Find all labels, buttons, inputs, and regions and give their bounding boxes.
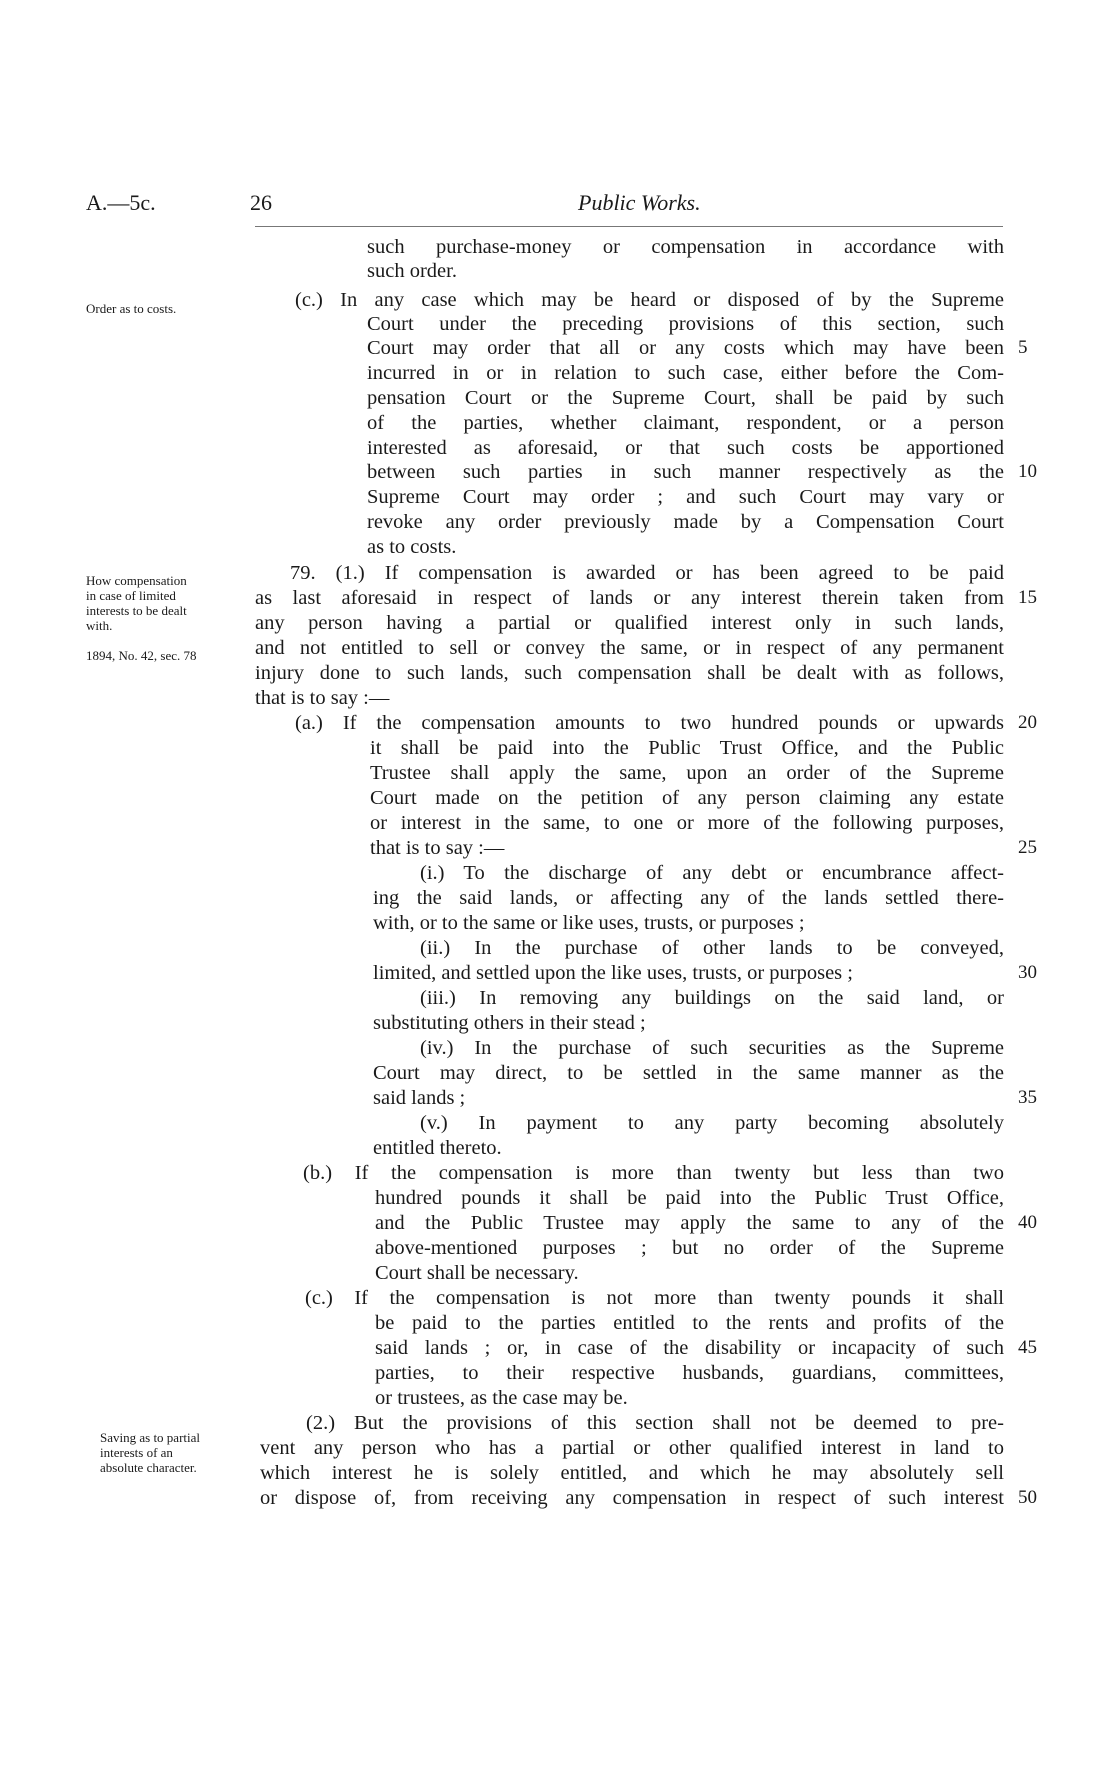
body-line: (ii.) In the purchase of other lands to be conveyed, [420,937,1004,959]
margin-note-line: How compensation [86,573,187,588]
body-line: Supreme Court may order ; and such Court may vary or [367,486,1004,508]
margin-note-limited-interests [86,573,187,633]
document-reference: A.—5c. [86,190,156,215]
body-line: entitled thereto. [373,1137,502,1159]
body-line: which interest he is solely entitled, and which he may absolutely sell [260,1462,1004,1484]
body-line: ing the said lands, or affecting any of the lands settled there- [373,887,1004,909]
body-line: and not entitled to sell or convey the same, or in respect of any permanent [255,637,1004,659]
body-line: that is to say :— [255,687,390,709]
body-line: vent any person who has a partial or other qualified interest in land to [260,1437,1004,1459]
body-line: such order. [367,260,457,282]
body-line: limited, and settled upon the like uses, trusts, or purposes ; [373,962,853,984]
margin-note-line: absolute character. [100,1460,197,1475]
body-line: be paid to the parties entitled to the rents and profits of the [375,1312,1004,1334]
body-line: (2.) But the provisions of this section shall not be deemed to pre- [306,1412,1004,1434]
body-line: of the parties, whether claimant, respondent, or a person [367,412,1004,434]
margin-note-line: interests of an [100,1445,173,1460]
body-line: revoke any order previously made by a Compensation Court [367,511,1004,533]
body-line: (i.) To the discharge of any debt or encumbrance affect- [420,862,1004,884]
body-line: parties, to their respective husbands, guardians, committees, [375,1362,1004,1384]
page-number: 26 [250,190,272,215]
body-line: such purchase-money or compensation in accordance with [367,236,1004,258]
line-number: 35 [1018,1087,1037,1108]
line-number: 15 [1018,587,1037,608]
header-rule [255,226,1003,227]
margin-note-citation [86,648,197,663]
body-line: 79. (1.) If compensation is awarded or has been agreed to be paid [290,562,1004,584]
margin-note-line: Saving as to partial [100,1430,201,1445]
body-line: interested as aforesaid, or that such costs be apportioned [367,437,1004,459]
body-line: and the Public Trustee may apply the same to any of the [375,1212,1004,1234]
body-line: as to costs. [367,536,457,558]
line-number: 40 [1018,1212,1037,1233]
body-line: or interest in the same, to one or more of the following purposes, [370,812,1004,834]
body-line: (a.) If the compensation amounts to two hundred pounds or upwards [295,712,1004,734]
body-line: (v.) In payment to any party becoming absolutely [420,1112,1004,1134]
body-line: with, or to the same or like uses, trusts, or purposes ; [373,912,805,934]
body-line: pensation Court or the Supreme Court, shall be paid by such [367,387,1004,409]
body-line: Trustee shall apply the same, upon an order of the Supreme [370,762,1004,784]
margin-note-order-costs [86,301,176,316]
body-line: (iv.) In the purchase of such securities as the Supreme [420,1037,1004,1059]
body-line: above-mentioned purposes ; but no order of the Supreme [375,1237,1004,1259]
margin-note-line: Order as to costs. [86,301,177,316]
body-line: Court made on the petition of any person claiming any estate [370,787,1004,809]
body-line: any person having a partial or qualified interest only in such lands, [255,612,1004,634]
body-line: Court may direct, to be settled in the same manner as the [373,1062,1004,1084]
body-line: (b.) If the compensation is more than twenty but less than two [303,1162,1004,1184]
body-line: said lands ; [373,1087,466,1109]
margin-note-line: with. [86,618,113,633]
margin-note-line: interests to be dealt [86,603,187,618]
line-number: 50 [1018,1487,1037,1508]
line-number: 5 [1018,337,1028,358]
body-line: that is to say :— [370,837,505,859]
line-number: 45 [1018,1337,1037,1358]
body-line: Court may order that all or any costs which may have been [367,337,1004,359]
margin-note-line: in case of limited [86,588,176,603]
body-line: (c.) In any case which may be heard or disposed of by the Supreme [295,289,1004,311]
body-line: hundred pounds it shall be paid into the Public Trust Office, [375,1187,1004,1209]
page-title: Public Works. [578,190,701,215]
line-number: 30 [1018,962,1037,983]
body-line: (c.) If the compensation is not more than twenty pounds it shall [305,1287,1004,1309]
body-line: between such parties in such manner respectively as the [367,461,1004,483]
body-line: (iii.) In removing any buildings on the said land, or [420,987,1004,1009]
body-line: it shall be paid into the Public Trust Office, and the Public [370,737,1004,759]
line-number: 20 [1018,712,1037,733]
margin-note-saving [100,1430,200,1475]
body-line: or trustees, as the case may be. [375,1387,628,1409]
body-line: Court under the preceding provisions of this section, such [367,313,1004,335]
body-line: injury done to such lands, such compensation shall be dealt with as follows, [255,662,1004,684]
line-number: 25 [1018,837,1037,858]
body-line: substituting others in their stead ; [373,1012,646,1034]
line-number: 10 [1018,461,1037,482]
body-line: as last aforesaid in respect of lands or any interest therein taken from [255,587,1004,609]
body-line: incurred in or in relation to such case, either before the Com- [367,362,1004,384]
margin-note-line: 1894, No. 42, sec. 78 [86,648,197,663]
body-line: said lands ; or, in case of the disability or incapacity of such [375,1337,1004,1359]
body-line: Court shall be necessary. [375,1262,579,1284]
body-line: or dispose of, from receiving any compensation in respect of such interest [260,1487,1004,1509]
